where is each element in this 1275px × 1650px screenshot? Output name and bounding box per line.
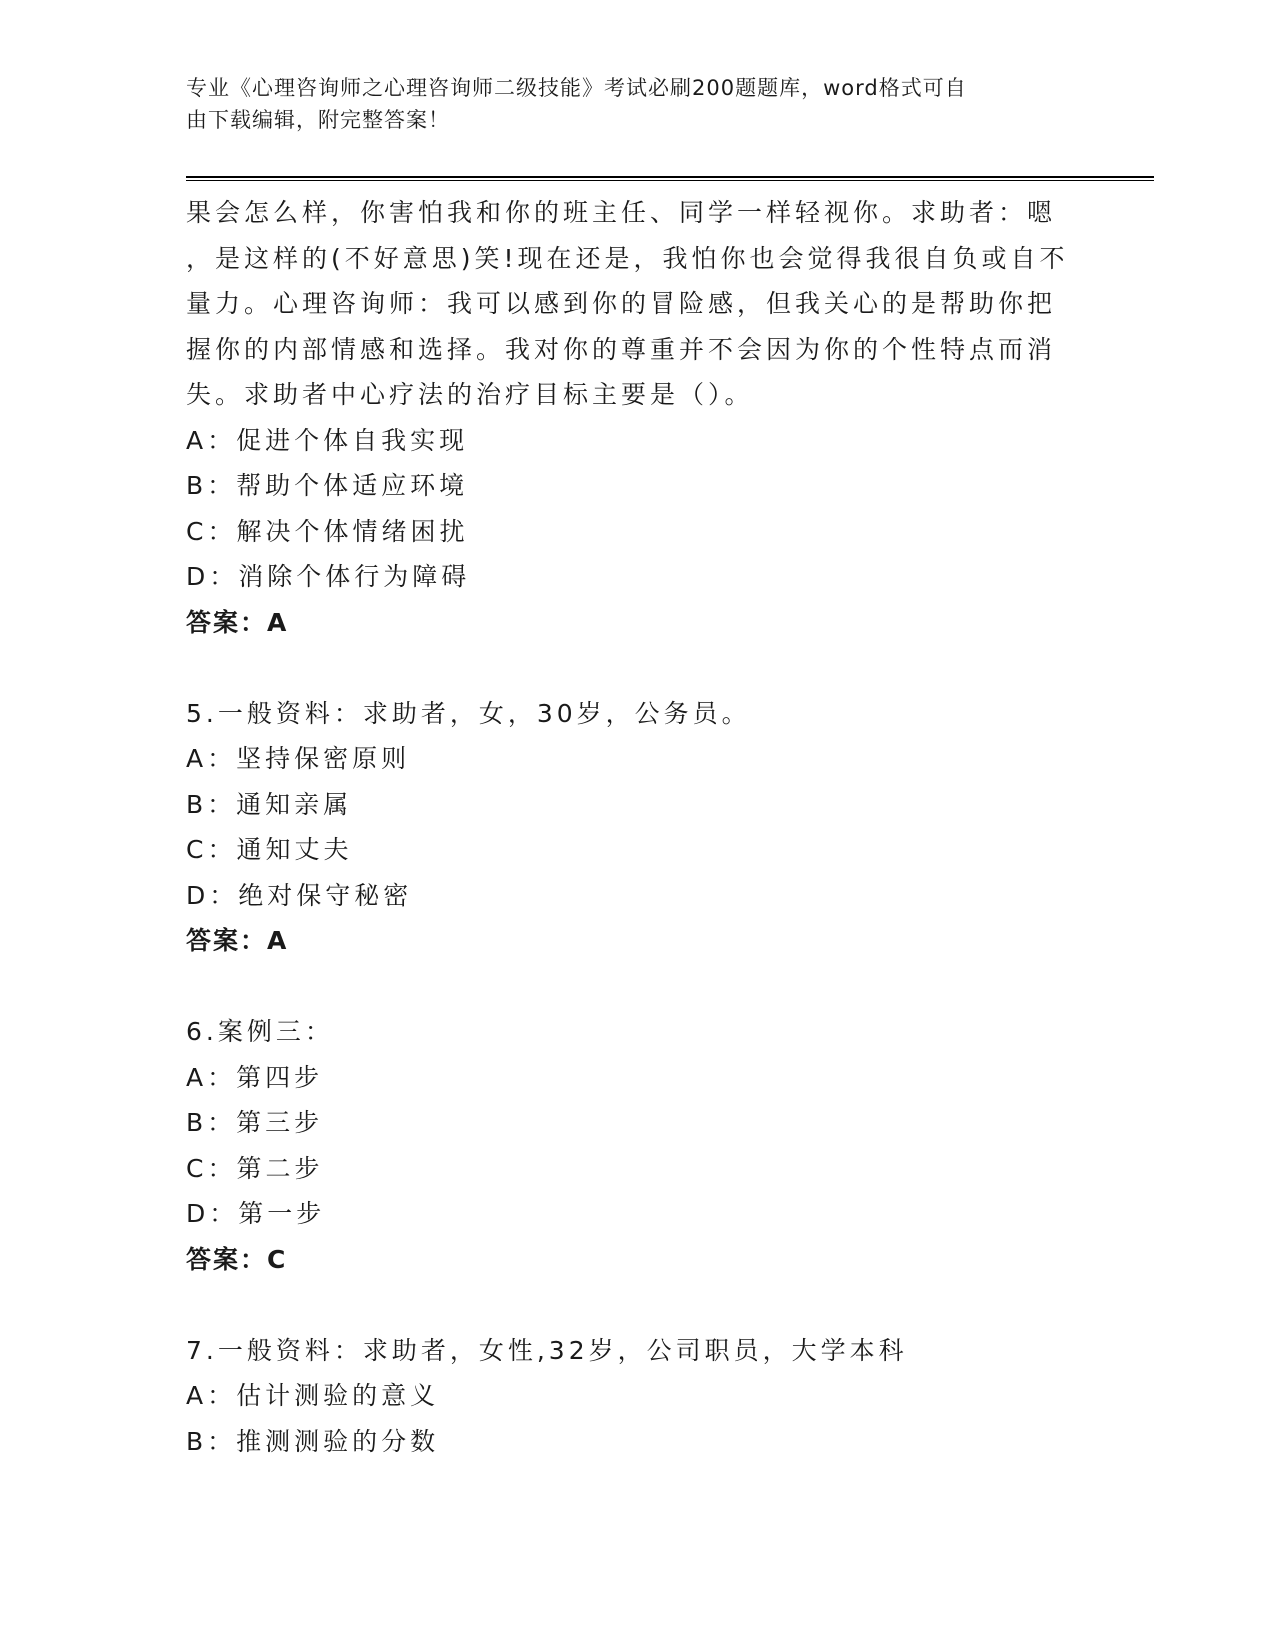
stem-line: 失。求助者中心疗法的治疗目标主要是（）。 (186, 380, 754, 409)
header-divider (186, 176, 1154, 181)
spacer (186, 964, 1086, 1010)
option-b: B：帮助个体适应环境 (186, 471, 469, 500)
question-4-stem-continuation (186, 190, 1086, 418)
option-a: A：第四步 (186, 1062, 324, 1092)
question-6-title: 6.案例三： (186, 1017, 334, 1046)
document-body (186, 190, 1086, 1464)
stem-line: ，是这样的(不好意思)笑!现在还是，我怕你也会觉得我很自负或自不 (186, 243, 1069, 273)
option-b: B：通知亲属 (186, 789, 353, 819)
answer-label: 答案：A (186, 926, 289, 955)
stem-line: 握你的内部情感和选择。我对你的尊重并不会因为你的个性特点而消 (186, 334, 1057, 364)
stem-line: 果会怎么样，你害怕我和你的班主任、同学一样轻视你。求助者：嗯 (186, 198, 1057, 227)
option-a: A：坚持保密原则 (186, 744, 411, 773)
header-title-line-2: 由下载编辑，附完整答案！ (186, 108, 450, 132)
option-b: B：推测测验的分数 (186, 1426, 440, 1456)
option-a: A：促进个体自我实现 (186, 425, 469, 455)
answer-label: 答案：C (186, 1244, 288, 1274)
header-title-line-1: 专业《心理咨询师之心理咨询师二级技能》考试必刷200题题库，word格式可自 (186, 76, 967, 100)
option-d: D：绝对保守秘密 (186, 880, 413, 910)
option-c: C：第二步 (186, 1153, 324, 1183)
stem-line: 量力。心理咨询师：我可以感到你的冒险感，但我关心的是帮助你把 (186, 289, 1057, 318)
question-7-title: 7.一般资料：求助者，女性,32岁，公司职员，大学本科 (186, 1335, 908, 1365)
option-c: C：解决个体情绪困扰 (186, 516, 469, 546)
document-header (186, 72, 1066, 136)
option-c: C：通知丈夫 (186, 835, 353, 864)
answer-label: 答案：A (186, 607, 289, 637)
spacer (186, 645, 1086, 691)
option-a: A：估计测验的意义 (186, 1381, 440, 1410)
option-b: B：第三步 (186, 1108, 324, 1137)
question-5-title: 5.一般资料：求助者，女，30岁，公务员。 (186, 698, 751, 728)
option-d: D：消除个体行为障碍 (186, 562, 471, 591)
option-d: D：第一步 (186, 1199, 326, 1228)
spacer (186, 1282, 1086, 1328)
